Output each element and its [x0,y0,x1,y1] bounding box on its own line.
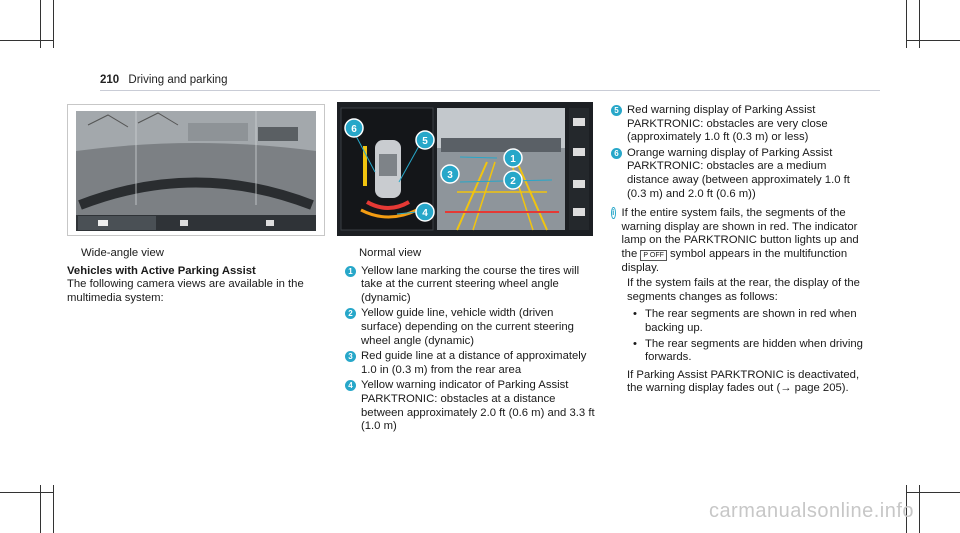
item-number: 1 [345,266,356,277]
callout-5: 5 [422,136,428,147]
wide-angle-camera-image [67,104,325,236]
crop-mark [53,485,54,533]
intro-text: The following camera views are available in the multimedia system: [67,278,304,304]
item-number: 4 [345,380,356,391]
item-number: 2 [345,308,356,319]
list-item [345,265,595,306]
middle-column [345,247,595,436]
crop-mark [906,492,960,493]
item-number: 5 [611,105,622,116]
crop-mark [0,492,53,493]
crop-mark [906,40,960,41]
info-text-b: symbol appears in the multifunction display. [621,247,848,274]
bullet-icon: • [633,337,637,350]
normal-view-camera-image [337,102,593,236]
bullet-text: The rear segments are hidden when driving forwards. [645,337,863,364]
item-text: Yellow warning indicator of Parking Assist PARKTRONIC: obstacles at a distance between approximately 2.0 ft (0.6 m) and 3.3 ft (1.0 m) [361,379,595,433]
item-text: Orange warning display of Parking Assist PARKTRONIC: obstacles are a medium distance away (between approximately 1.0 ft (0.3 m) and 2.0 ft (0.6 m)) [627,146,850,200]
item-text: Red guide line at a distance of approximately 1.0 in (0.3 m) from the rear area [361,350,587,376]
crop-mark [0,40,53,41]
parktronic-off-icon: P OFF [640,250,666,261]
item-text: Yellow guide line, vehicle width (driven surface) depending on the current steering wheel angle (dynamic) [361,307,574,347]
list-item [611,104,869,145]
left-column [67,247,322,309]
item-text: Yellow lane marking the course the tires will take at the current steering wheel angle (dynamic) [361,264,580,304]
list-item [611,147,869,201]
callout-2: 2 [510,176,516,187]
watermark: carmanualsonline.info [708,500,914,522]
list-item [345,379,595,433]
page-number: 210 [100,74,120,86]
right-column [611,104,869,400]
figure-caption-normal: Normal view [359,247,422,259]
callout-6: 6 [351,124,357,135]
list-item [345,307,595,348]
callout-4: 4 [422,208,428,219]
bullet-item [633,308,869,335]
failure-text: If the system fails at the rear, the display of the segments changes as follows: [627,277,860,303]
deactivated-text: If Parking Assist PARKTRONIC is deactivated, the warning display fades out (→ page 205). [627,368,860,395]
bullet-item [633,338,869,365]
list-item [345,350,595,377]
item-number: 6 [611,148,622,159]
crop-mark [53,0,54,48]
info-note [611,207,869,275]
item-text: Red warning display of Parking Assist PARKTRONIC: obstacles are very close (approximately 1.0 ft (0.3 m) or less) [627,104,828,144]
bullet-text: The rear segments are shown in red when backing up. [645,308,857,334]
info-text-a: If the entire system fails, the segments of the warning display are shown in red. The indicator lamp on the PARKTRONIC button lights up and the [621,207,859,260]
figure-caption-wide: Wide-angle view [81,247,164,259]
callout-3: 3 [447,170,453,181]
section-heading: Vehicles with Active Parking Assist [67,264,256,277]
header-divider [100,90,880,91]
info-icon: i [612,208,615,218]
callout-1: 1 [510,154,516,165]
section-title: Driving and parking [128,74,228,86]
page-header [100,74,227,86]
bullet-icon: • [633,308,637,321]
item-number: 3 [345,351,356,362]
